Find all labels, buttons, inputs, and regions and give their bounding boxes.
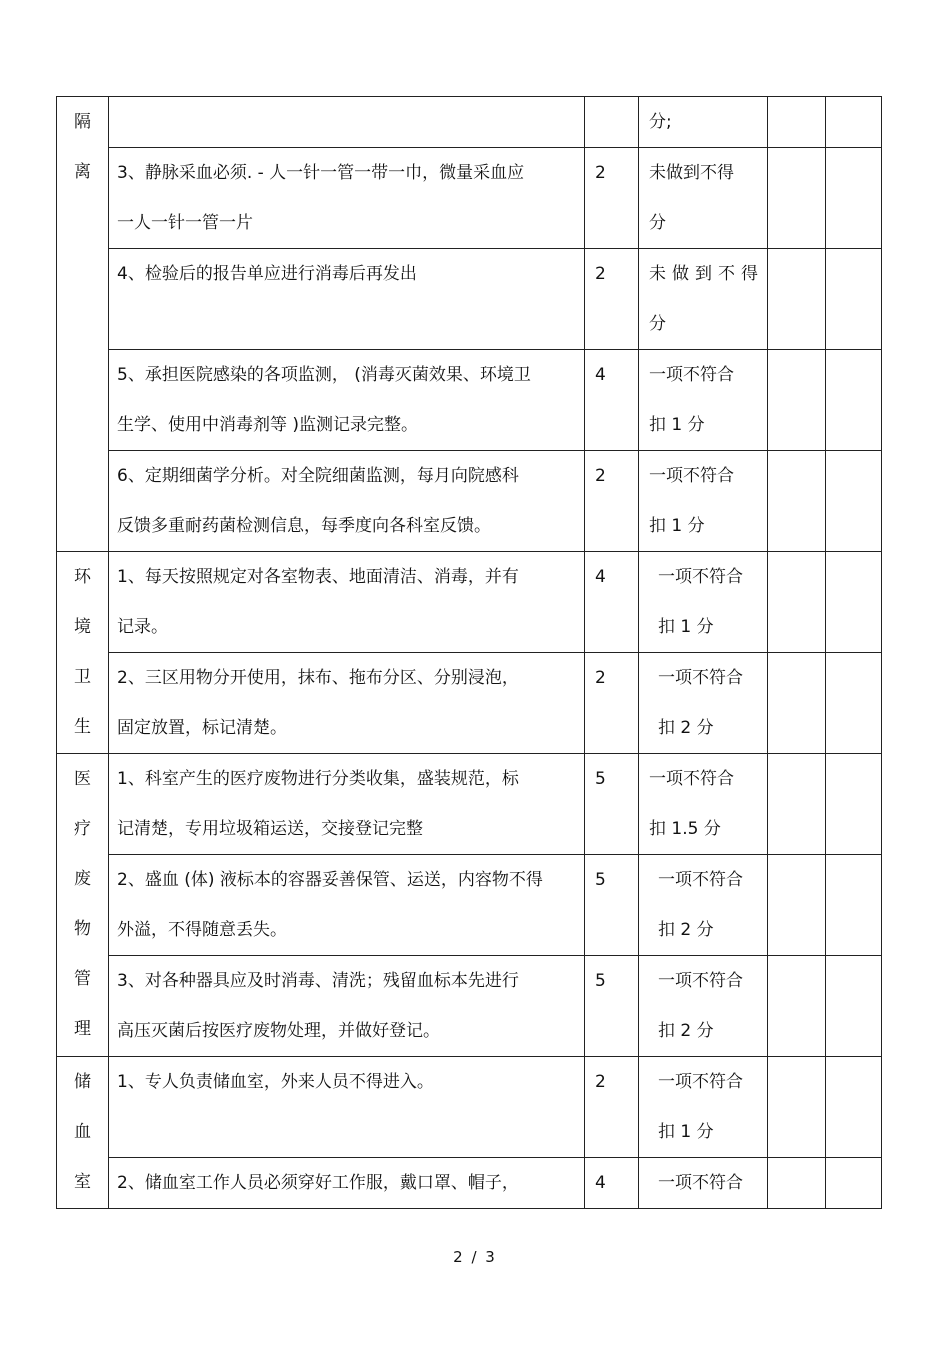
blank-cell (768, 552, 826, 653)
blank-cell (826, 754, 882, 855)
item-text: 3、静脉采血必须. - 人一针一管一带一巾，微量采血应 一人一针一管一片 (109, 148, 585, 249)
deduction-rule: 一项不符合 扣 2 分 (639, 855, 768, 956)
blank-cell (768, 249, 826, 350)
blank-cell (826, 451, 882, 552)
deduction-rule: 一项不符合 扣 1 分 (639, 1057, 768, 1158)
blank-cell (768, 1158, 826, 1209)
blank-cell (826, 552, 882, 653)
blank-cell (826, 653, 882, 754)
blank-cell (768, 1057, 826, 1158)
blank-cell (768, 754, 826, 855)
score: 4 (585, 1158, 639, 1209)
item-text: 1、科室产生的医疗废物进行分类收集，盛装规范，标 记清楚，专用垃圾箱运送，交接登记完整 (109, 754, 585, 855)
table-row (57, 855, 882, 956)
category-environment: 环 境 卫 生 (57, 552, 109, 754)
item-text: 5、承担医院感染的各项监测， (消毒灭菌效果、环境卫 生学、使用中消毒剂等 )监测记录完整。 (109, 350, 585, 451)
score: 2 (585, 653, 639, 754)
table-row (57, 956, 882, 1057)
deduction-rule: 一项不符合 扣 1 分 (639, 451, 768, 552)
deduction-rule: 一项不符合 扣 2 分 (639, 653, 768, 754)
category-isolation: 隔 离 (57, 97, 109, 552)
item-text (109, 97, 585, 148)
blank-cell (826, 956, 882, 1057)
score (585, 97, 639, 148)
deduction-rule: 未做到不得 分 (639, 249, 768, 350)
blank-cell (826, 249, 882, 350)
score: 2 (585, 249, 639, 350)
blank-cell (826, 1158, 882, 1209)
category-medical-waste: 医 疗 废 物 管 理 (57, 754, 109, 1057)
table-row (57, 451, 882, 552)
score: 5 (585, 956, 639, 1057)
score: 2 (585, 148, 639, 249)
deduction-rule: 未做到不得 分 (639, 148, 768, 249)
blank-cell (768, 451, 826, 552)
deduction-rule: 一项不符合 扣 1.5 分 (639, 754, 768, 855)
deduction-rule: 分; (639, 97, 768, 148)
page-number: 2 / 3 (453, 1248, 497, 1266)
category-blood-storage: 储 血 室 (57, 1057, 109, 1209)
score: 4 (585, 552, 639, 653)
score: 2 (585, 451, 639, 552)
deduction-rule: 一项不符合 (639, 1158, 768, 1209)
blank-cell (768, 653, 826, 754)
deduction-rule: 一项不符合 扣 1 分 (639, 552, 768, 653)
table-row (57, 350, 882, 451)
blank-cell (768, 956, 826, 1057)
blank-cell (768, 148, 826, 249)
blank-cell (826, 97, 882, 148)
item-text: 1、每天按照规定对各室物表、地面清洁、消毒，并有 记录。 (109, 552, 585, 653)
table-row (57, 97, 882, 148)
item-text: 2、三区用物分开使用，抹布、拖布分区、分别浸泡， 固定放置，标记清楚。 (109, 653, 585, 754)
score: 4 (585, 350, 639, 451)
deduction-rule: 一项不符合 扣 1 分 (639, 350, 768, 451)
item-text: 2、储血室工作人员必须穿好工作服，戴口罩、帽子， (109, 1158, 585, 1209)
table-row (57, 552, 882, 653)
blank-cell (826, 148, 882, 249)
table-row (57, 249, 882, 350)
table-row (57, 1057, 882, 1158)
blank-cell (826, 1057, 882, 1158)
score: 5 (585, 754, 639, 855)
item-text: 3、对各种器具应及时消毒、清洗；残留血标本先进行 高压灭菌后按医疗废物处理，并做好登记。 (109, 956, 585, 1057)
blank-cell (826, 855, 882, 956)
inspection-table (56, 96, 882, 1209)
blank-cell (826, 350, 882, 451)
blank-cell (768, 350, 826, 451)
table-row (57, 148, 882, 249)
item-text: 6、定期细菌学分析。对全院细菌监测，每月向院感科 反馈多重耐药菌检测信息，每季度向各科室反馈。 (109, 451, 585, 552)
blank-cell (768, 97, 826, 148)
table-row (57, 754, 882, 855)
item-text: 1、专人负责储血室，外来人员不得进入。 (109, 1057, 585, 1158)
item-text: 2、盛血 (体) 液标本的容器妥善保管、运送，内容物不得 外溢，不得随意丢失。 (109, 855, 585, 956)
score: 2 (585, 1057, 639, 1158)
blank-cell (768, 855, 826, 956)
item-text: 4、检验后的报告单应进行消毒后再发出 (109, 249, 585, 350)
score: 5 (585, 855, 639, 956)
table-row (57, 1158, 882, 1209)
table-row (57, 653, 882, 754)
deduction-rule: 一项不符合 扣 2 分 (639, 956, 768, 1057)
